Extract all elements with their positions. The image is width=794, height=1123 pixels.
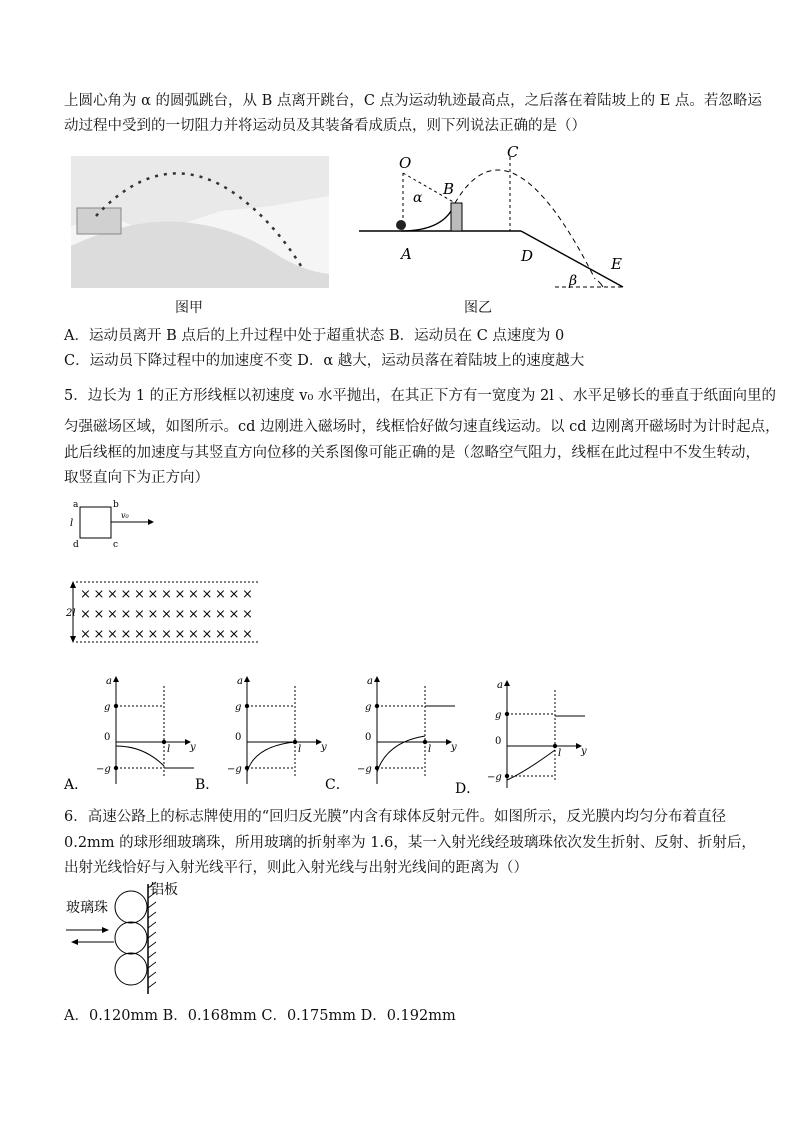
fig-jia-caption: 图甲: [175, 300, 203, 316]
square-frame-diagram: [64, 498, 164, 548]
q4-line-2: 动过程中受到的一切阻力并将运动员及其装备看成质点，则下列说法正确的是（）: [64, 118, 586, 134]
field-cross: ×: [242, 607, 253, 622]
side-length-label: l: [70, 518, 74, 529]
option-letter: D．: [455, 781, 481, 797]
axis-a-label: a: [106, 676, 112, 687]
field-cross: ×: [80, 627, 91, 642]
field-cross: ×: [174, 607, 186, 622]
field-cross: ×: [188, 627, 199, 642]
q5-line-3: 此后线框的加速度与其竖直方向位移的关系图像可能正确的是（忽略空气阻力，线框在此过程中不发生转动，: [64, 445, 760, 461]
field-cross: ×: [161, 587, 172, 602]
field-cross: ×: [120, 587, 132, 602]
origin-label: 0: [104, 732, 111, 743]
l-label: l: [428, 744, 432, 755]
l-label: l: [558, 748, 562, 759]
plate-label: 铝板: [150, 882, 178, 898]
corner-a: a: [73, 500, 79, 510]
label-O: O: [399, 154, 412, 172]
field-cross: ×: [228, 587, 240, 602]
glass-bead-diagram: [64, 880, 204, 1000]
label-beta: β: [569, 273, 578, 289]
q5-line-2: 匀强磁场区域，如图所示。cd 边刚进入磁场时，线框恰好做匀速直线运动。以 cd 边刚离开磁场时为计时起点，: [64, 419, 780, 435]
fig-yi-caption: 图乙: [464, 300, 492, 316]
trajectory-diagram: [355, 145, 645, 295]
graph-option-d: [455, 676, 595, 796]
option-letter: B．: [195, 777, 220, 793]
neg-g-label: −g: [227, 764, 242, 775]
field-cross: ×: [201, 587, 213, 602]
label-E: E: [611, 255, 622, 273]
field-cross: ×: [107, 587, 118, 602]
option-letter: C．: [325, 777, 350, 793]
field-cross: ×: [174, 627, 186, 642]
corner-c: c: [113, 540, 119, 550]
axis-y-label: y: [581, 746, 587, 757]
field-cross: ×: [107, 627, 118, 642]
field-cross: ×: [134, 627, 145, 642]
field-cross: ×: [93, 607, 105, 622]
origin-label: 0: [495, 736, 502, 747]
neg-g-label: −g: [96, 764, 111, 775]
axis-y-label: y: [451, 742, 457, 753]
g-label: g: [495, 710, 502, 721]
field-width-label: 2l: [66, 608, 76, 619]
option-letter: A．: [64, 777, 89, 793]
label-A: A: [401, 245, 412, 263]
field-cross: ×: [80, 607, 91, 622]
field-cross: ×: [147, 627, 159, 642]
field-cross: ×: [147, 607, 159, 622]
field-cross: ×: [201, 627, 213, 642]
origin-label: 0: [235, 732, 242, 743]
graph-option-b: [195, 672, 335, 792]
g-label: g: [104, 702, 111, 713]
field-cross: ×: [201, 607, 213, 622]
field-cross: ×: [242, 627, 253, 642]
neg-g-label: −g: [357, 764, 372, 775]
ski-jump-photo: [71, 156, 329, 288]
q5-line-1: 5．边长为 1 的正方形线框以初速度 v₀ 水平抛出，在其正下方有一宽度为 2l 、水平足够长的垂直于纸面向里的: [64, 388, 776, 404]
field-cross: ×: [134, 607, 145, 622]
field-cross: ×: [107, 607, 118, 622]
field-cross: ×: [147, 587, 159, 602]
l-label: l: [298, 744, 302, 755]
q4-options-row-2: C．运动员下降过程中的加速度不变 D．α 越大，运动员落在着陆坡上的速度越大: [64, 353, 585, 369]
field-cross: ×: [188, 587, 199, 602]
corner-b: b: [113, 500, 119, 510]
label-B: B: [443, 180, 455, 198]
field-cross: ×: [93, 587, 105, 602]
label-C: C: [507, 143, 519, 161]
field-cross: ×: [120, 607, 132, 622]
q6-options: A．0.120mm B．0.168mm C．0.175mm D．0.192mm: [64, 1008, 456, 1024]
label-D: D: [521, 247, 534, 265]
g-label: g: [365, 702, 372, 713]
field-cross: ×: [93, 627, 105, 642]
axis-y-label: y: [190, 742, 196, 753]
axis-a-label: a: [367, 676, 373, 687]
field-cross: ×: [215, 587, 226, 602]
axis-y-label: y: [321, 742, 327, 753]
field-cross: ×: [228, 627, 240, 642]
field-cross: ×: [161, 627, 172, 642]
field-cross: ×: [120, 627, 132, 642]
axis-a-label: a: [497, 680, 503, 691]
field-cross: ×: [80, 587, 91, 602]
neg-g-label: −g: [487, 772, 502, 783]
graph-option-a: [64, 672, 204, 792]
q4-options-row-1: A．运动员离开 B 点后的上升过程中处于超重状态 B．运动员在 C 点速度为 0: [64, 328, 565, 344]
field-cross: ×: [134, 587, 145, 602]
origin-label: 0: [365, 732, 372, 743]
graph-option-c: [325, 672, 465, 792]
label-alpha: α: [413, 190, 423, 206]
q5-line-4: 取竖直向下为正方向）: [64, 470, 209, 486]
field-cross: ×: [161, 607, 172, 622]
field-cross: ×: [215, 627, 226, 642]
field-cross: ×: [188, 607, 199, 622]
field-cross: ×: [242, 587, 253, 602]
axis-a-label: a: [237, 676, 243, 687]
l-label: l: [167, 744, 171, 755]
bead-label: 玻璃珠: [66, 900, 108, 916]
q6-line-2: 0.2mm 的球形细玻璃珠，所用玻璃的折射率为 1.6，某一入射光线经玻璃珠依次发生折射、反射、折射后，: [64, 835, 756, 851]
velocity-label: v₀: [121, 511, 129, 520]
q6-line-3: 出射光线恰好与入射光线平行，则此入射光线与出射光线间的距离为（）: [64, 860, 528, 876]
q6-line-1: 6．高速公路上的标志牌使用的“回归反光膜”内含有球体反射元件。如图所示，反光膜内均匀分布着直径: [64, 809, 727, 825]
field-cross: ×: [174, 587, 186, 602]
g-label: g: [235, 702, 242, 713]
corner-d: d: [73, 540, 79, 550]
field-cross: ×: [215, 607, 226, 622]
field-cross: ×: [228, 607, 240, 622]
q4-line-1: 上圆心角为 α 的圆弧跳台，从 B 点离开跳台，C 点为运动轨迹最高点，之后落在着陆坡上的 E 点。若忽略运: [64, 93, 762, 109]
magnetic-field-region: [64, 578, 264, 648]
